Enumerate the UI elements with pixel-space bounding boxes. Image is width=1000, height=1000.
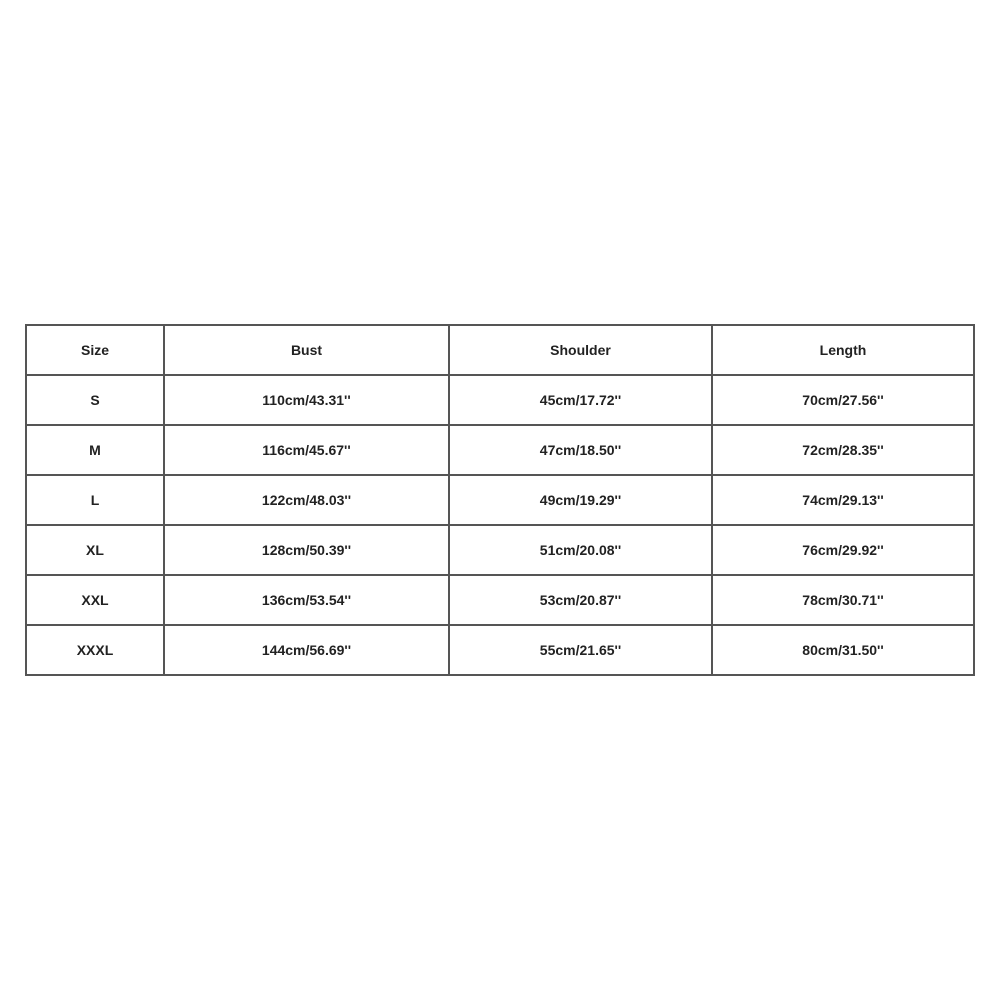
cell-bust: 128cm/50.39'' [164, 525, 449, 575]
table-header-row [26, 325, 974, 375]
cell-shoulder: 51cm/20.08'' [449, 525, 712, 575]
cell-shoulder: 47cm/18.50'' [449, 425, 712, 475]
cell-size: M [26, 425, 164, 475]
cell-length: 76cm/29.92'' [712, 525, 974, 575]
cell-length: 78cm/30.71'' [712, 575, 974, 625]
cell-bust: 116cm/45.67'' [164, 425, 449, 475]
cell-size: XXL [26, 575, 164, 625]
header-bust: Bust [164, 325, 449, 375]
header-size: Size [26, 325, 164, 375]
table-row [26, 525, 974, 575]
cell-length: 74cm/29.13'' [712, 475, 974, 525]
table-row [26, 375, 974, 425]
cell-size: S [26, 375, 164, 425]
header-length: Length [712, 325, 974, 375]
table-row [26, 425, 974, 475]
cell-size: XXXL [26, 625, 164, 675]
cell-bust: 144cm/56.69'' [164, 625, 449, 675]
cell-length: 70cm/27.56'' [712, 375, 974, 425]
cell-shoulder: 45cm/17.72'' [449, 375, 712, 425]
cell-length: 72cm/28.35'' [712, 425, 974, 475]
cell-shoulder: 55cm/21.65'' [449, 625, 712, 675]
cell-shoulder: 53cm/20.87'' [449, 575, 712, 625]
header-shoulder: Shoulder [449, 325, 712, 375]
cell-bust: 110cm/43.31'' [164, 375, 449, 425]
cell-length: 80cm/31.50'' [712, 625, 974, 675]
cell-size: L [26, 475, 164, 525]
table-row [26, 575, 974, 625]
table-row [26, 475, 974, 525]
cell-bust: 136cm/53.54'' [164, 575, 449, 625]
cell-bust: 122cm/48.03'' [164, 475, 449, 525]
cell-size: XL [26, 525, 164, 575]
cell-shoulder: 49cm/19.29'' [449, 475, 712, 525]
table-row [26, 625, 974, 675]
size-chart-table [25, 324, 975, 676]
